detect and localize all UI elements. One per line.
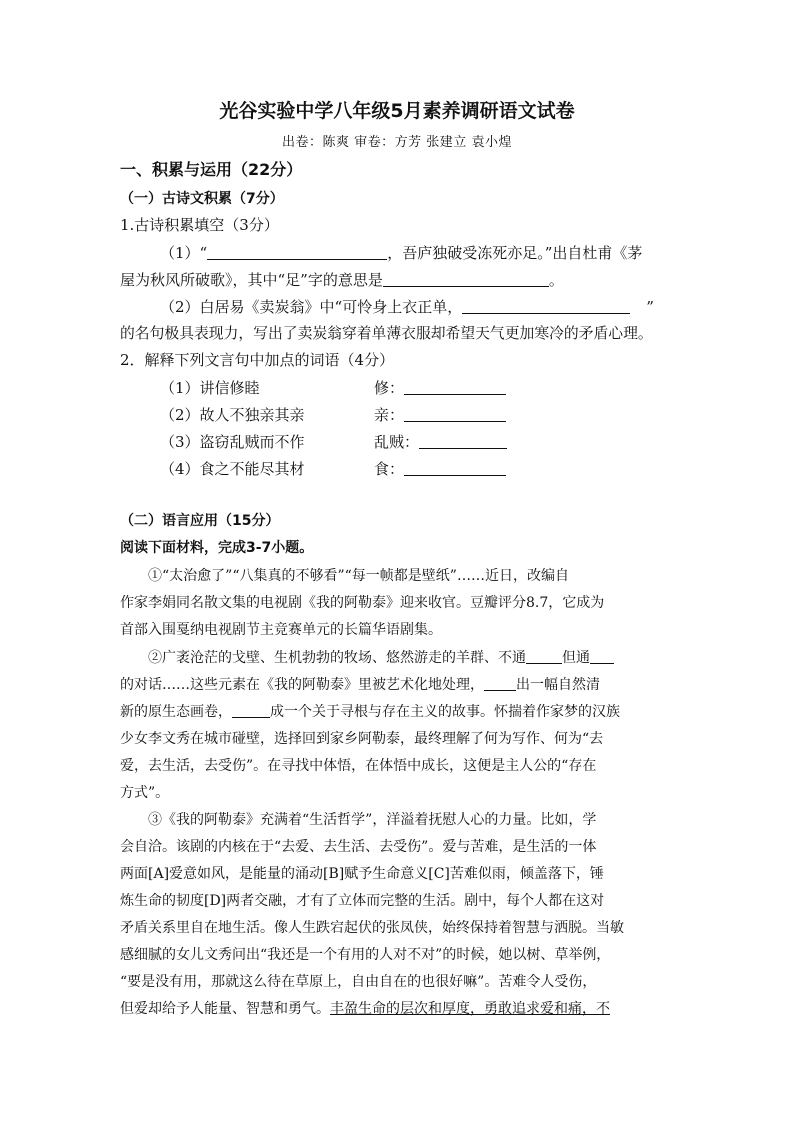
passage-p3-line7: “要是没有用，那就这么待在草原上，自由自在的也很好嘛”。苦难令人受伤，	[120, 974, 597, 990]
passage-p3-line3: 两面[A]爱意如风，是能量的涌动[B]赋予生命意义[C]苦难似雨，倾盖落下，锤	[120, 866, 604, 882]
q1-label: 1.古诗积累填空（3分）	[120, 216, 279, 234]
section1-heading: 一、积累与运用（22分）	[120, 160, 303, 179]
q2-item-4-answer	[374, 459, 506, 479]
q1-item1-line1	[160, 243, 642, 263]
passage-p3-line8	[120, 999, 610, 1019]
q2-item-1-sentence: （1）讲信修睦	[160, 379, 260, 397]
passage-p2-line2	[120, 675, 600, 695]
passage-p1-line2: 作家李娟同名散文集的电视剧《我的阿勒泰》迎来收官。豆瓣评分8.7，它成为	[120, 595, 605, 611]
answer-blank-5[interactable]	[404, 406, 506, 422]
passage-p1-line1: ①“太治愈了”“八集真的不够看”“每一帧都是壁纸”……近日，改编自	[148, 568, 569, 584]
passage-p1-line3: 首部入围戛纳电视剧节主竞赛单元的长篇华语剧集。	[120, 622, 442, 638]
underlined-sentence: 丰盈生命的层次和厚度，勇敢追求爱和痛，不	[330, 1001, 610, 1017]
q2-item-2-sentence: （2）故人不独亲其亲	[160, 406, 305, 424]
passage-blank-4[interactable]	[232, 702, 270, 718]
q2-item-3-word: 乱贼：	[374, 433, 420, 451]
passage-blank-3[interactable]	[484, 675, 516, 691]
q1-item1-d: 。	[548, 271, 564, 289]
passage-p2-seg3: 的对话……这些元素在《我的阿勒泰》里被艺术化地处理，	[120, 677, 484, 693]
answer-blank-6[interactable]	[419, 433, 507, 449]
exam-authors: 出卷：陈爽 审卷：方芳 张建立 袁小煌	[282, 135, 512, 150]
q2-item-4-sentence: （4）食之不能尽其材	[160, 460, 305, 478]
passage-p2-line4: 少女李文秀在城市碰壁，选择回到家乡阿勒泰，最终理解了何为写作、何为“去	[120, 731, 604, 747]
passage-p2-line1	[148, 648, 614, 668]
passage-blank-1[interactable]	[526, 648, 562, 664]
answer-blank-3[interactable]	[462, 298, 630, 314]
passage-p3-line4: 炼生命的韧度[D]两者交融，才有了立体而完整的生活。剧中，每个人都在这对	[120, 893, 605, 909]
q1-item1-b: ，吾庐独破受冻死亦足。”出自杜甫《茅	[387, 244, 643, 262]
passage-p2-line3	[120, 702, 620, 722]
passage-p2-seg1: ②广袤沧茫的戈壁、生机勃勃的牧场、悠然游走的羊群、不通	[148, 650, 526, 666]
q1-item1-line2	[120, 270, 564, 290]
answer-blank-2[interactable]	[383, 271, 549, 287]
passage-p2-line5: 爱，去生活，去受伤”。在寻找中体悟，在体悟中成长，这便是主人公的“存在	[120, 758, 597, 774]
q2-item-2-word: 亲：	[374, 406, 405, 424]
passage-p3-line2: 会自洽。该剧的内核在于“去爱、去生活、去受伤”。爱与苦难，是生活的一体	[120, 839, 597, 855]
passage-p3-line6: 感细腻的女儿文秀问出“我还是一个有用的人对不对”的时候，她以树、草举例，	[120, 947, 611, 963]
passage-p3-seg-plain: 但爱却给予人能量、智慧和勇气。	[120, 1001, 330, 1017]
answer-blank-7[interactable]	[404, 460, 506, 476]
passage-p2-seg5: 新的原生态画卷，	[120, 704, 232, 720]
q2-item-2-answer	[374, 405, 506, 425]
exam-title: 光谷实验中学八年级5月素养调研语文试卷	[219, 100, 575, 122]
passage-p2-seg6: 成一个关于寻根与存在主义的故事。怀揣着作家梦的汉族	[270, 704, 620, 720]
q1-item2-a: （2）白居易《卖炭翁》中“可怜身上衣正单，	[160, 298, 463, 316]
q2-item-1-word: 修：	[374, 379, 405, 397]
part2-heading: （二）语言应用（15分）	[120, 513, 280, 529]
passage-p3-line5: 矛盾关系里自在地生活。像人生跌宕起伏的张凤侠，始终保持着智慧与洒脱。当敏	[120, 920, 624, 936]
q1-item2-c: 的名句极具表现力，写出了卖炭翁穿着单薄衣服却希望天气更加寒冷的矛盾心理。	[120, 325, 653, 342]
q1-item1-c: 屋为秋风所破歌》，其中“足”字的意思是	[120, 271, 383, 289]
reading-instruction: 阅读下面材料，完成3-7小题。	[120, 540, 314, 556]
passage-p3-line1: ③《我的阿勒泰》充满着“生活哲学”，洋溢着抚慰人心的力量。比如，学	[148, 812, 597, 828]
q2-item-4-word: 食：	[374, 460, 405, 478]
passage-p2-line6: 方式”。	[120, 785, 170, 801]
passage-blank-2[interactable]	[590, 648, 614, 664]
q2-item-3-sentence: （3）盗窃乱贼而不作	[160, 433, 305, 451]
passage-p2-seg2: 但通	[562, 650, 590, 666]
q2-item-1-answer	[374, 378, 506, 398]
q2-label: 2．解释下列文言句中加点的词语（4分）	[120, 351, 395, 369]
part1-heading: （一）古诗文积累（7分）	[120, 191, 284, 207]
q2-item-3-answer	[374, 432, 507, 452]
q1-item1-a: （1）“	[160, 244, 208, 262]
answer-blank-1[interactable]	[207, 244, 387, 260]
q1-item2-b: ”	[646, 298, 654, 316]
q1-item2-line1	[160, 297, 654, 317]
passage-p2-seg4: 出一幅自然清	[516, 677, 600, 693]
answer-blank-4[interactable]	[404, 379, 506, 395]
